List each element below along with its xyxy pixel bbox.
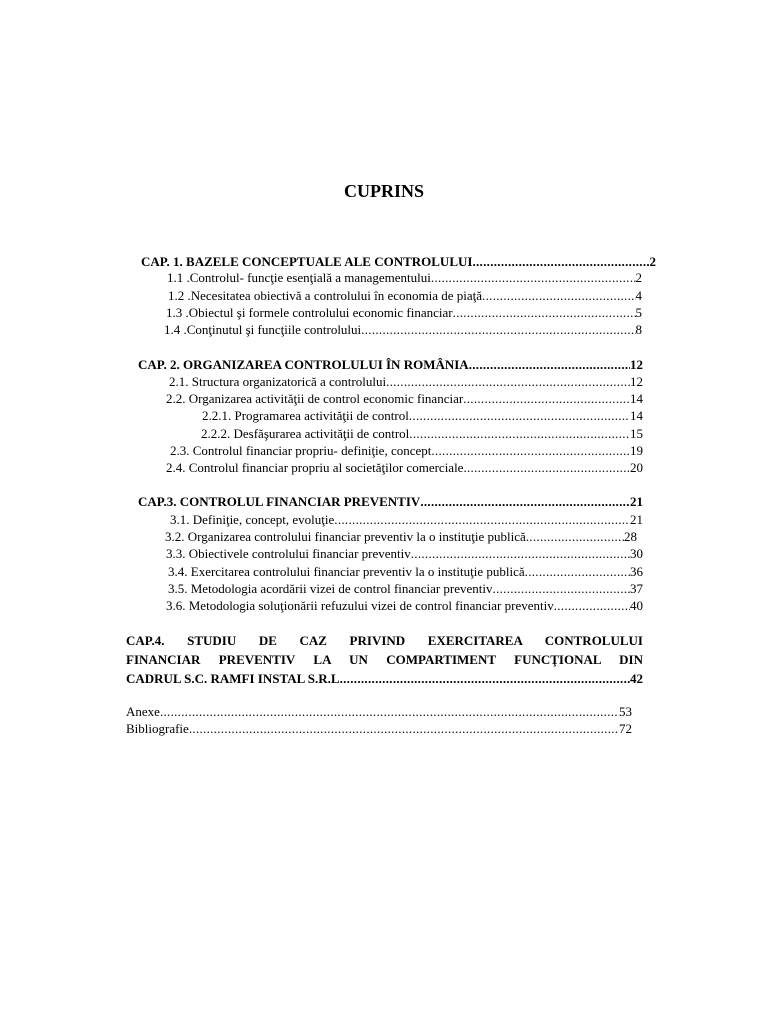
toc-leader-dots — [431, 269, 636, 286]
toc-page-number: 4 — [635, 288, 642, 303]
toc-page-number: 72 — [619, 721, 632, 736]
toc-item[interactable] — [168, 580, 643, 597]
toc-leader-dots — [453, 304, 636, 321]
toc-chapter-label: CAP. 2. ORGANIZAREA CONTROLULUI ÎN ROMÂNIA — [138, 357, 469, 372]
toc-item-label: 3.1. Definiţie, concept, evoluţie — [170, 512, 335, 527]
toc-item-label: 1.2 .Necesitatea obiectivă a controlului în economia de piaţă — [168, 288, 483, 303]
toc-chapter-3[interactable] — [138, 493, 643, 510]
toc-leader-dots — [463, 390, 630, 407]
toc-leader-dots — [409, 425, 630, 442]
toc-page-number: 36 — [630, 564, 643, 579]
toc-leader-dots — [463, 459, 630, 476]
toc-leader-dots — [472, 253, 649, 270]
toc-chapter-label: CADRUL S.C. RAMFI INSTAL S.R.L — [126, 671, 340, 686]
toc-item-label: 1.1 .Controlul- funcţie esenţială a managementului — [167, 270, 431, 285]
toc-item-label: 1.3 .Obiectul şi formele controlului economic financiar — [166, 305, 453, 320]
toc-item[interactable] — [164, 321, 642, 338]
toc-item-label: 2.3. Controlul financiar propriu- definiţie, concept — [170, 443, 432, 458]
toc-leader-dots — [409, 407, 630, 424]
toc-page-number: 12 — [630, 374, 643, 389]
toc-item-label: 3.6. Metodologia soluţionării refuzului vizei de control financiar preventiv — [166, 598, 554, 613]
toc-page-number: 42 — [630, 671, 643, 686]
toc-page-number: 2 — [635, 270, 642, 285]
toc-chapter-4[interactable] — [126, 631, 643, 688]
toc-leader-dots — [493, 580, 630, 597]
toc-page-number: 19 — [630, 443, 643, 458]
toc-leader-dots — [340, 669, 630, 688]
toc-leader-dots — [554, 597, 630, 614]
toc-item[interactable] — [166, 597, 643, 614]
toc-page-number: 15 — [630, 426, 643, 441]
toc-item[interactable] — [169, 373, 643, 390]
toc-item-label: 2.2.1. Programarea activităţii de control — [202, 408, 409, 423]
toc-leader-dots — [420, 493, 630, 510]
toc-leader-dots — [482, 287, 635, 304]
toc-item[interactable] — [167, 269, 642, 286]
toc-page-number: 21 — [630, 494, 643, 509]
toc-item-label: 2.1. Structura organizatorică a controlului — [169, 374, 387, 389]
toc-leader-dots — [469, 356, 630, 373]
toc-page-number: 12 — [630, 357, 643, 372]
toc-page-number: 53 — [619, 704, 632, 719]
toc-page-number: 40 — [630, 598, 643, 613]
toc-item[interactable] — [170, 511, 643, 528]
toc-chapter-2[interactable] — [138, 356, 643, 373]
toc-chapter-label: CAP.3. CONTROLUL FINANCIAR PREVENTIV — [138, 494, 421, 509]
toc-item[interactable] — [165, 528, 637, 545]
toc-page-number: 5 — [635, 305, 642, 320]
toc-item-label: 1.4 .Conţinutul şi funcţiile controlului — [164, 322, 362, 337]
toc-page-number: 37 — [630, 581, 643, 596]
toc-item-label: Anexe — [126, 704, 160, 719]
toc-item[interactable] — [166, 304, 642, 321]
toc-item-label: 2.4. Controlul financiar propriu al societăţilor comerciale — [166, 460, 464, 475]
toc-subitem[interactable] — [201, 425, 643, 442]
toc-item[interactable] — [168, 287, 642, 304]
toc-item[interactable] — [166, 459, 643, 476]
toc-page-number: 14 — [630, 408, 643, 423]
toc-leader-dots — [525, 563, 630, 580]
toc-item[interactable] — [168, 563, 643, 580]
page-title: CUPRINS — [343, 181, 424, 201]
toc-item-label: Bibliografie — [126, 721, 189, 736]
toc-leader-dots — [431, 442, 630, 459]
toc-item-label: 3.3. Obiectivele controlului financiar preventiv — [166, 546, 411, 561]
toc-anexe[interactable] — [126, 703, 632, 720]
toc-leader-dots — [411, 545, 630, 562]
toc-page-number: 30 — [630, 546, 643, 561]
toc-item-label: 2.2.2. Desfăşurarea activităţii de control — [201, 426, 410, 441]
toc-chapter-label-line-3 — [126, 669, 643, 688]
toc-chapter-label: CAP. 1. BAZELE CONCEPTUALE ALE CONTROLULUI — [141, 254, 473, 269]
toc-item-label: 3.2. Organizarea controlului financiar preventiv la o instituţie publică — [165, 529, 526, 544]
toc-subitem[interactable] — [202, 407, 643, 424]
toc-page-number: 2 — [649, 254, 656, 269]
toc-leader-dots — [160, 703, 619, 720]
toc-item[interactable] — [170, 442, 643, 459]
toc-leader-dots — [361, 321, 635, 338]
toc-item[interactable] — [166, 545, 643, 562]
toc-page-number: 21 — [630, 512, 643, 527]
toc-leader-dots — [526, 528, 624, 545]
toc-leader-dots — [189, 720, 619, 737]
toc-bibliografie[interactable] — [126, 720, 632, 737]
toc-page-number: 20 — [630, 460, 643, 475]
toc-item[interactable] — [166, 390, 643, 407]
toc-page-number: 14 — [630, 391, 643, 406]
toc-chapter-label-line-2: FINANCIAR PREVENTIV LA UN COMPARTIMENT FUNCŢIONAL DIN — [126, 652, 643, 667]
toc-page-number: 8 — [635, 322, 642, 337]
toc-item-label: 3.5. Metodologia acordării vizei de control financiar preventiv — [168, 581, 493, 596]
toc-chapter-label-line-1: CAP.4. STUDIU DE CAZ PRIVIND EXERCITAREA CONTROLULUI — [126, 633, 643, 648]
toc-item-label: 3.4. Exercitarea controlului financiar preventiv la o instituţie publică — [168, 564, 525, 579]
toc-page-number: 28 — [624, 529, 637, 544]
toc-leader-dots — [334, 511, 630, 528]
toc-chapter-1[interactable] — [141, 253, 656, 270]
toc-leader-dots — [386, 373, 630, 390]
toc-item-label: 2.2. Organizarea activităţii de control economic financiar — [166, 391, 464, 406]
